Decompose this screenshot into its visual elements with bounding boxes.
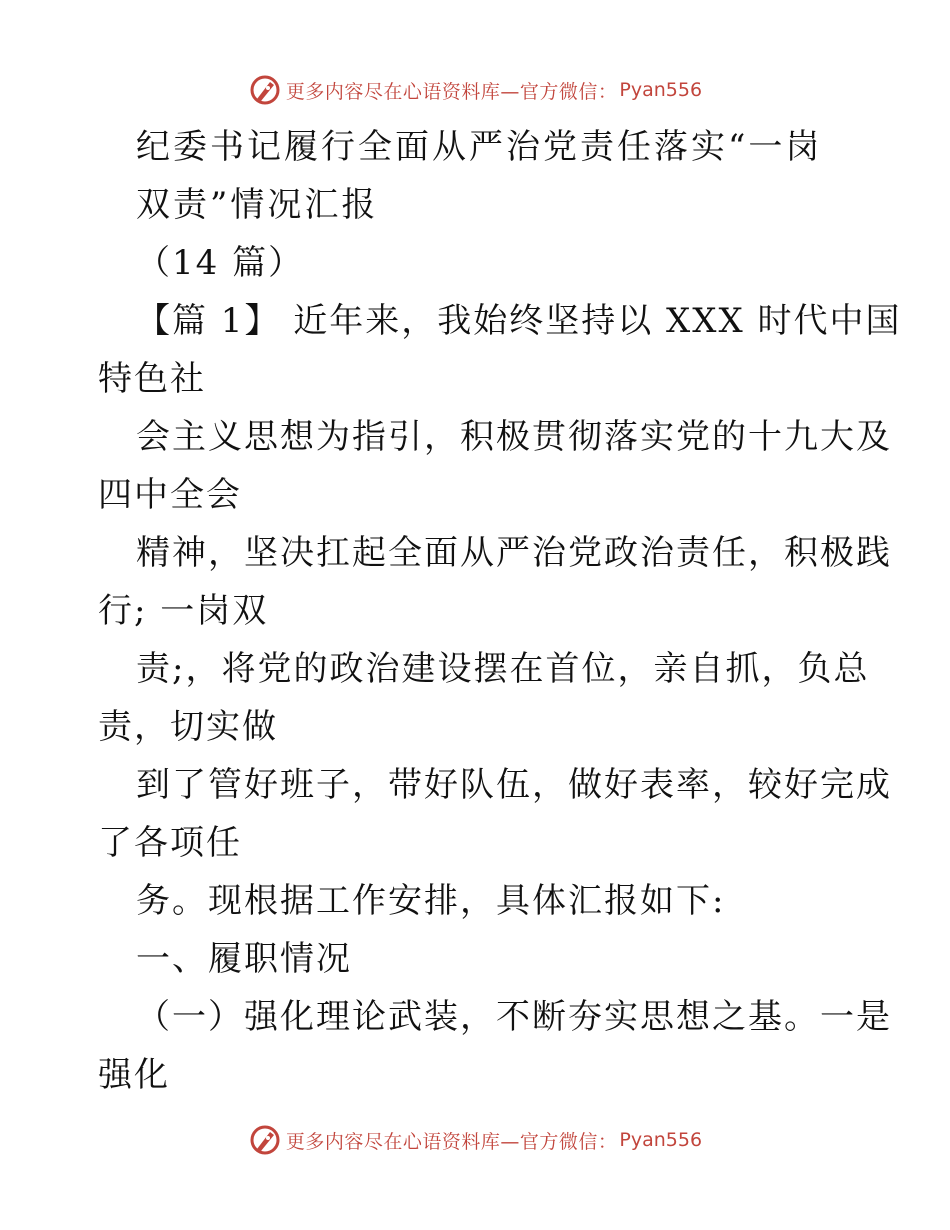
- header-watermark: [0, 70, 950, 110]
- paragraph-line: 特色社: [98, 359, 206, 399]
- section-heading: 一、履职情况: [136, 939, 352, 979]
- subsection-heading: （一）强化理论武装，不断夯实思想之基。一是: [136, 997, 892, 1037]
- watermark-wechat-id: Pyan556: [619, 79, 703, 101]
- paragraph-line: 了各项任: [98, 823, 242, 863]
- paragraph-line: 【篇 1】 近年来，我始终坚持以 XXX 时代中国: [136, 301, 902, 341]
- paragraph-line: 强化: [98, 1055, 170, 1095]
- pen-circle-icon: [248, 1123, 282, 1157]
- paragraph-line: 精神，坚决扛起全面从严治党政治责任，积极践: [136, 533, 892, 573]
- paragraph-line: 四中全会: [98, 475, 242, 515]
- paragraph-line: 到了管好班子，带好队伍，做好表率，较好完成: [136, 765, 892, 805]
- document-body: [98, 118, 902, 1104]
- document-title-line-2: 双责”情况汇报: [136, 185, 379, 225]
- paragraph-line: 行; 一岗双: [98, 591, 269, 631]
- paragraph-line: 责，切实做: [98, 707, 278, 747]
- watermark-text: 更多内容尽在心语资料库—官方微信：: [285, 1130, 618, 1153]
- pen-circle-icon: [248, 73, 282, 107]
- document-title-line-1: 纪委书记履行全面从严治党责任落实“一岗: [136, 127, 823, 167]
- watermark-wechat-id: Pyan556: [619, 1129, 703, 1151]
- watermark-text: 更多内容尽在心语资料库—官方微信：: [285, 80, 618, 103]
- document-count-line: （14 篇）: [136, 243, 305, 283]
- paragraph-line: 会主义思想为指引，积极贯彻落实党的十九大及: [136, 417, 892, 457]
- paragraph-line: 责;，将党的政治建设摆在首位，亲自抓，负总: [136, 649, 870, 689]
- paragraph-line: 务。现根据工作安排，具体汇报如下:: [136, 881, 726, 921]
- footer-watermark: [0, 1120, 950, 1160]
